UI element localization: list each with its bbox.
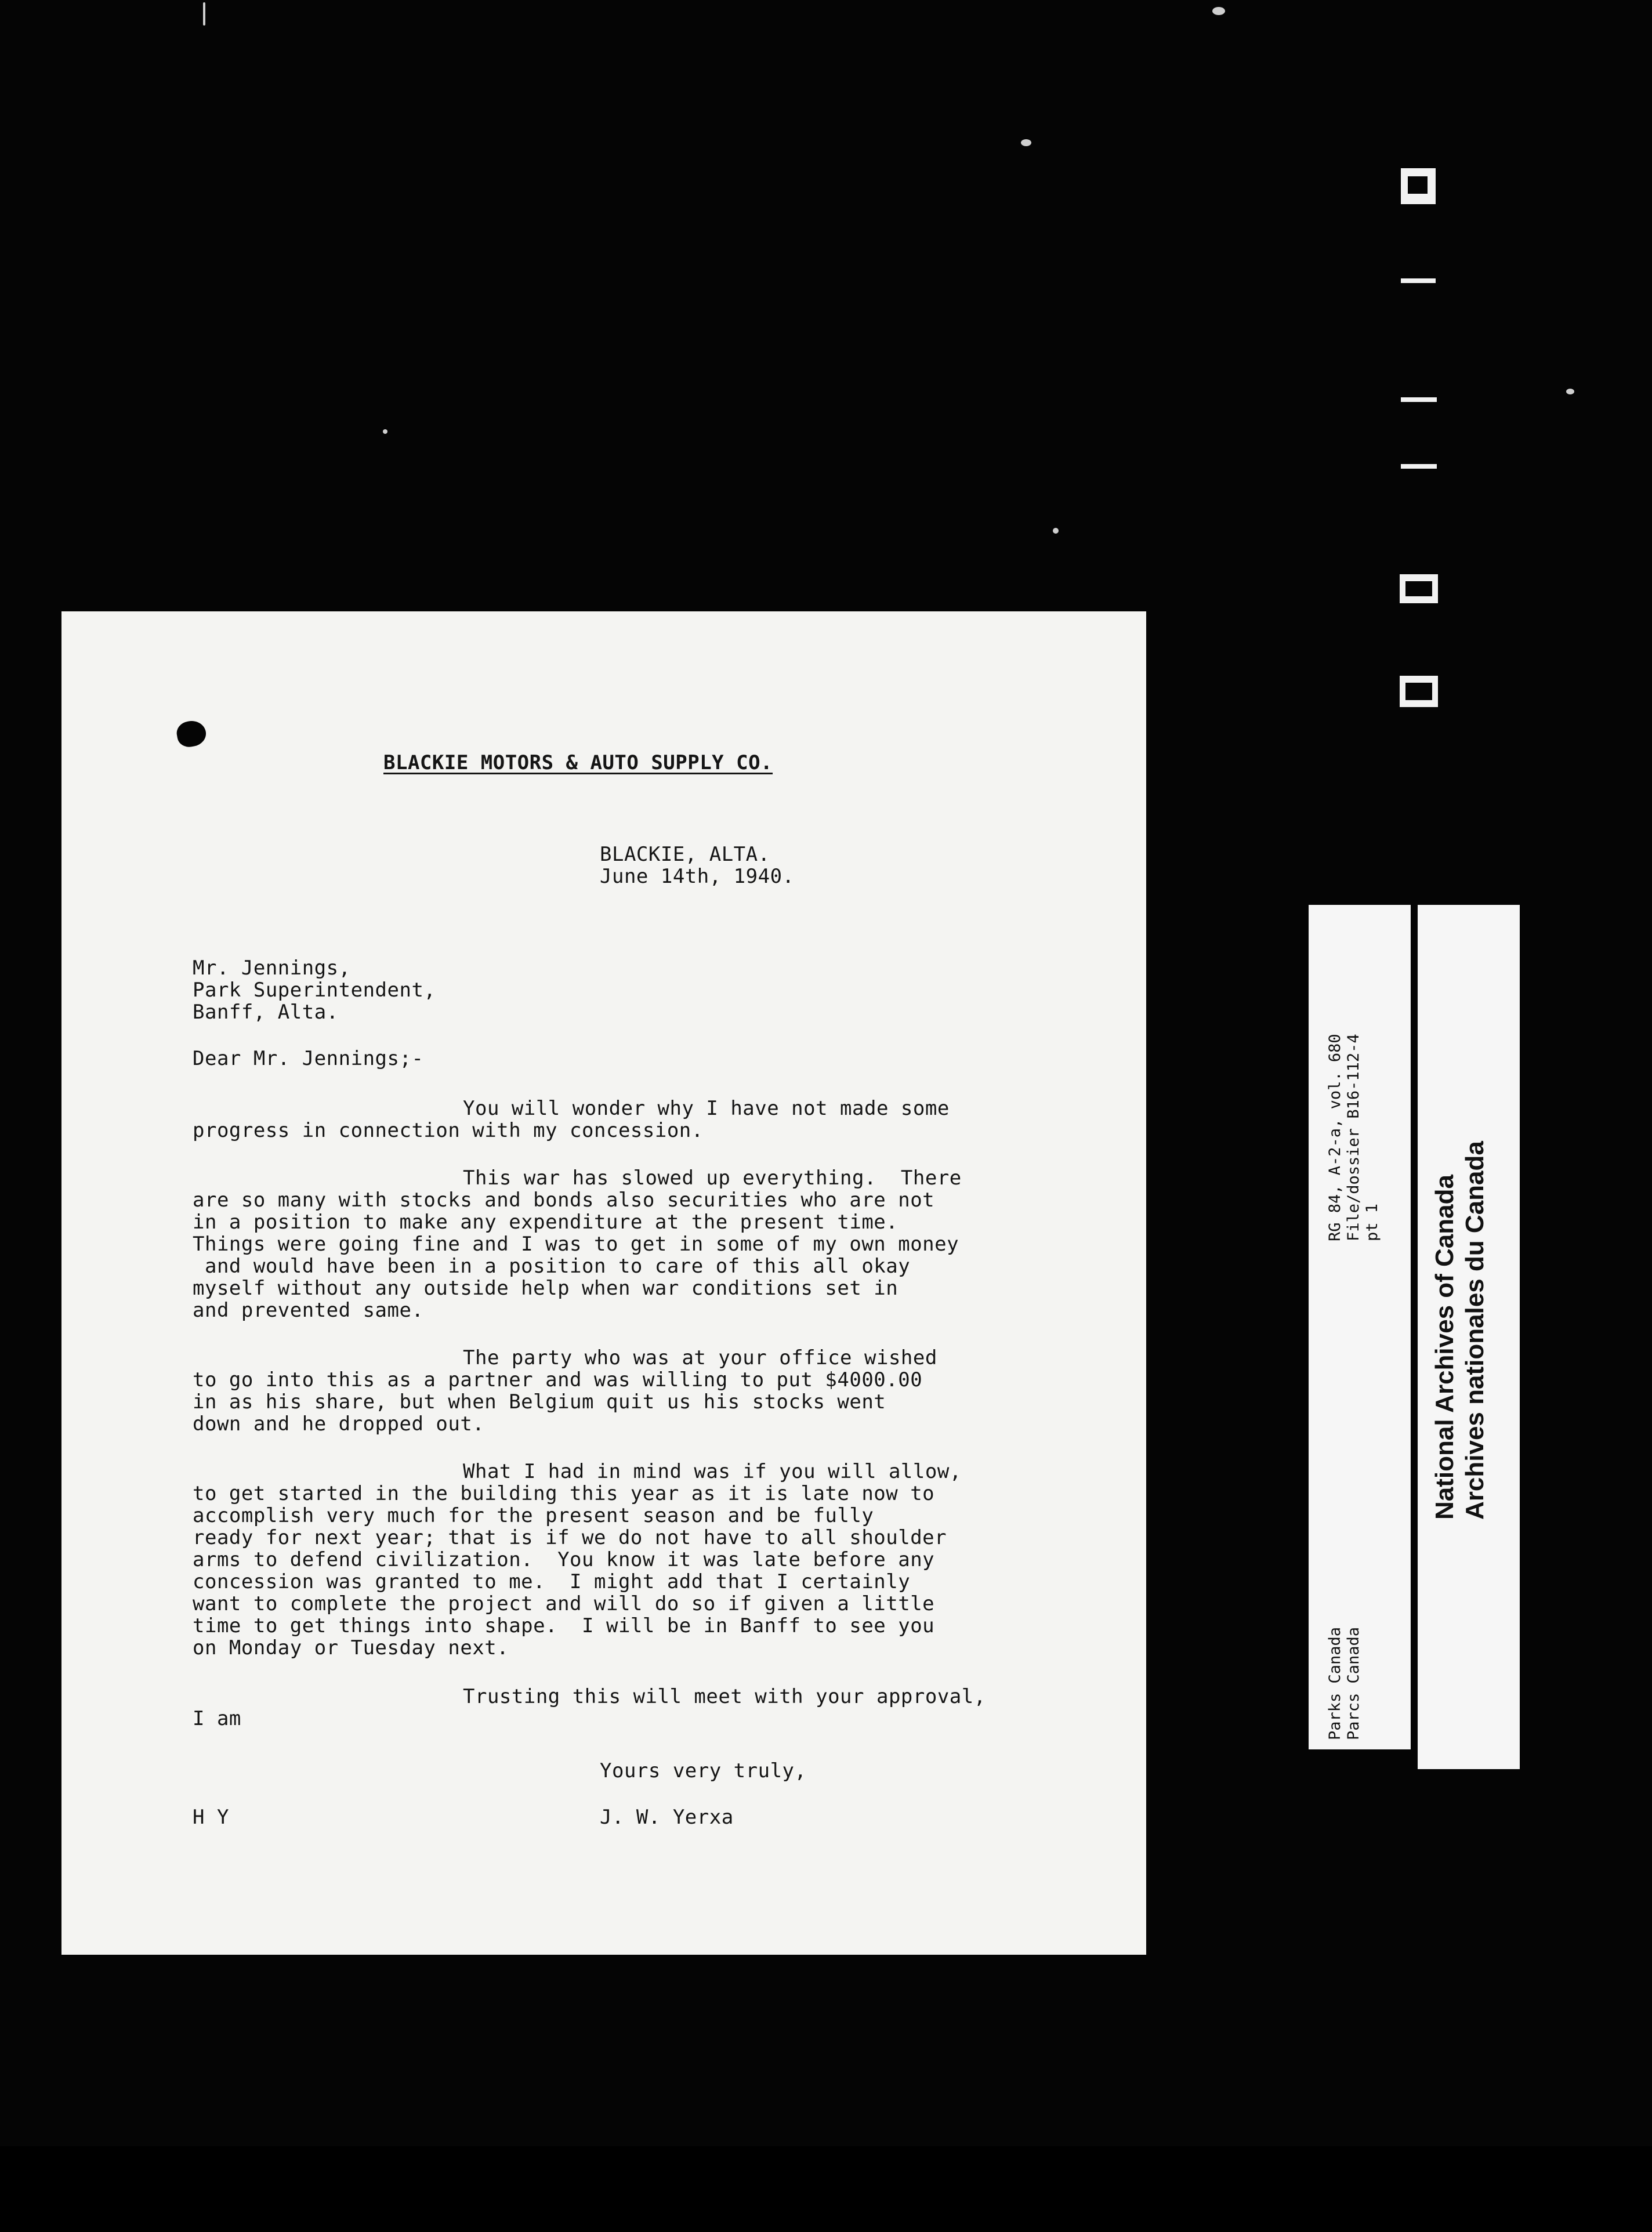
frame-digit-mark (1408, 176, 1428, 194)
recipient-line: Banff, Alta. (193, 1001, 339, 1024)
letter-place: BLACKIE, ALTA. (600, 843, 770, 866)
frame-digit-mark (1401, 397, 1437, 402)
paragraph-line: myself without any outside help when war conditions set in (193, 1277, 899, 1300)
paragraph-line: You will wonder why I have not made some (463, 1097, 950, 1120)
paragraph-line: This war has slowed up everything. There (463, 1166, 962, 1190)
valediction: Yours very truly, (600, 1759, 807, 1782)
frame-digit-mark (1405, 683, 1432, 700)
paragraph-line: accomplish very much for the present season and be fully (193, 1504, 874, 1527)
paragraph-line: progress in connection with my concession. (193, 1119, 704, 1142)
film-speck (383, 429, 387, 434)
paragraph-line: in a position to make any expenditure at the present time. (193, 1211, 899, 1234)
paragraph-line: down and he dropped out. (193, 1412, 485, 1436)
paragraph-line: Things were going fine and I was to get in some of my own money (193, 1233, 959, 1256)
paragraph-line: The party who was at your office wished (463, 1346, 937, 1369)
paragraph-line: arms to defend civilization. You know it was late before any (193, 1548, 935, 1571)
paragraph-line: ready for next year; that is if we do not have to all shoulder (193, 1526, 947, 1549)
reference-line: RG 84, A-2-a, vol. 680 (1326, 1034, 1344, 1241)
frame-digit-mark (1405, 581, 1432, 596)
film-speck (1566, 389, 1574, 394)
recipient-line: Park Superintendent, (193, 979, 436, 1002)
film-speck (1212, 7, 1225, 15)
letterhead: BLACKIE MOTORS & AUTO SUPPLY CO. (383, 751, 773, 774)
film-speck (1021, 139, 1031, 146)
letter-date: June 14th, 1940. (600, 865, 795, 888)
i-am: I am (193, 1707, 241, 1730)
paragraph-line: and would have been in a position to care of this all okay (193, 1255, 911, 1278)
salutation: Dear Mr. Jennings;- (193, 1047, 424, 1070)
paragraph-line: time to get things into shape. I will be in Banff to see you (193, 1614, 935, 1637)
initials: H Y (193, 1806, 229, 1829)
closing-line: Trusting this will meet with your approval, (463, 1685, 986, 1708)
agency-line: Parcs Canada (1345, 1626, 1363, 1740)
archive-institution-label (1418, 905, 1520, 1769)
film-border (0, 2146, 1652, 2232)
paragraph-line: What I had in mind was if you will allow, (463, 1460, 962, 1483)
paragraph-line: to go into this as a partner and was willing to put $4000.00 (193, 1368, 923, 1392)
paragraph-line: want to complete the project and will do so if given a little (193, 1592, 935, 1615)
film-speck (1053, 528, 1059, 534)
paragraph-line: are so many with stocks and bonds also securities who are not (193, 1189, 935, 1212)
frame-digit-mark (1401, 464, 1437, 469)
institution-line: National Archives of Canada (1430, 1175, 1459, 1520)
paragraph-line: and prevented same. (193, 1299, 424, 1322)
paragraph-line: on Monday or Tuesday next. (193, 1636, 509, 1659)
signature-name: J. W. Yerxa (600, 1806, 734, 1829)
agency-line: Parks Canada (1326, 1626, 1344, 1740)
film-speck (203, 2, 205, 26)
reference-line: pt 1 (1363, 1203, 1381, 1241)
film-frame-number (1389, 151, 1459, 719)
paragraph-line: to get started in the building this year as it is late now to (193, 1482, 935, 1505)
archive-reference-label (1309, 905, 1411, 1749)
paragraph-line: in as his share, but when Belgium quit us his stocks went (193, 1390, 886, 1414)
reference-line: File/dossier B16-112-4 (1345, 1034, 1363, 1241)
institution-line: Archives nationales du Canada (1461, 1141, 1489, 1520)
recipient-line: Mr. Jennings, (193, 956, 351, 980)
letter-sheet (61, 611, 1146, 1955)
paragraph-line: concession was granted to me. I might add that I certainly (193, 1570, 911, 1593)
frame-digit-mark (1401, 278, 1436, 283)
